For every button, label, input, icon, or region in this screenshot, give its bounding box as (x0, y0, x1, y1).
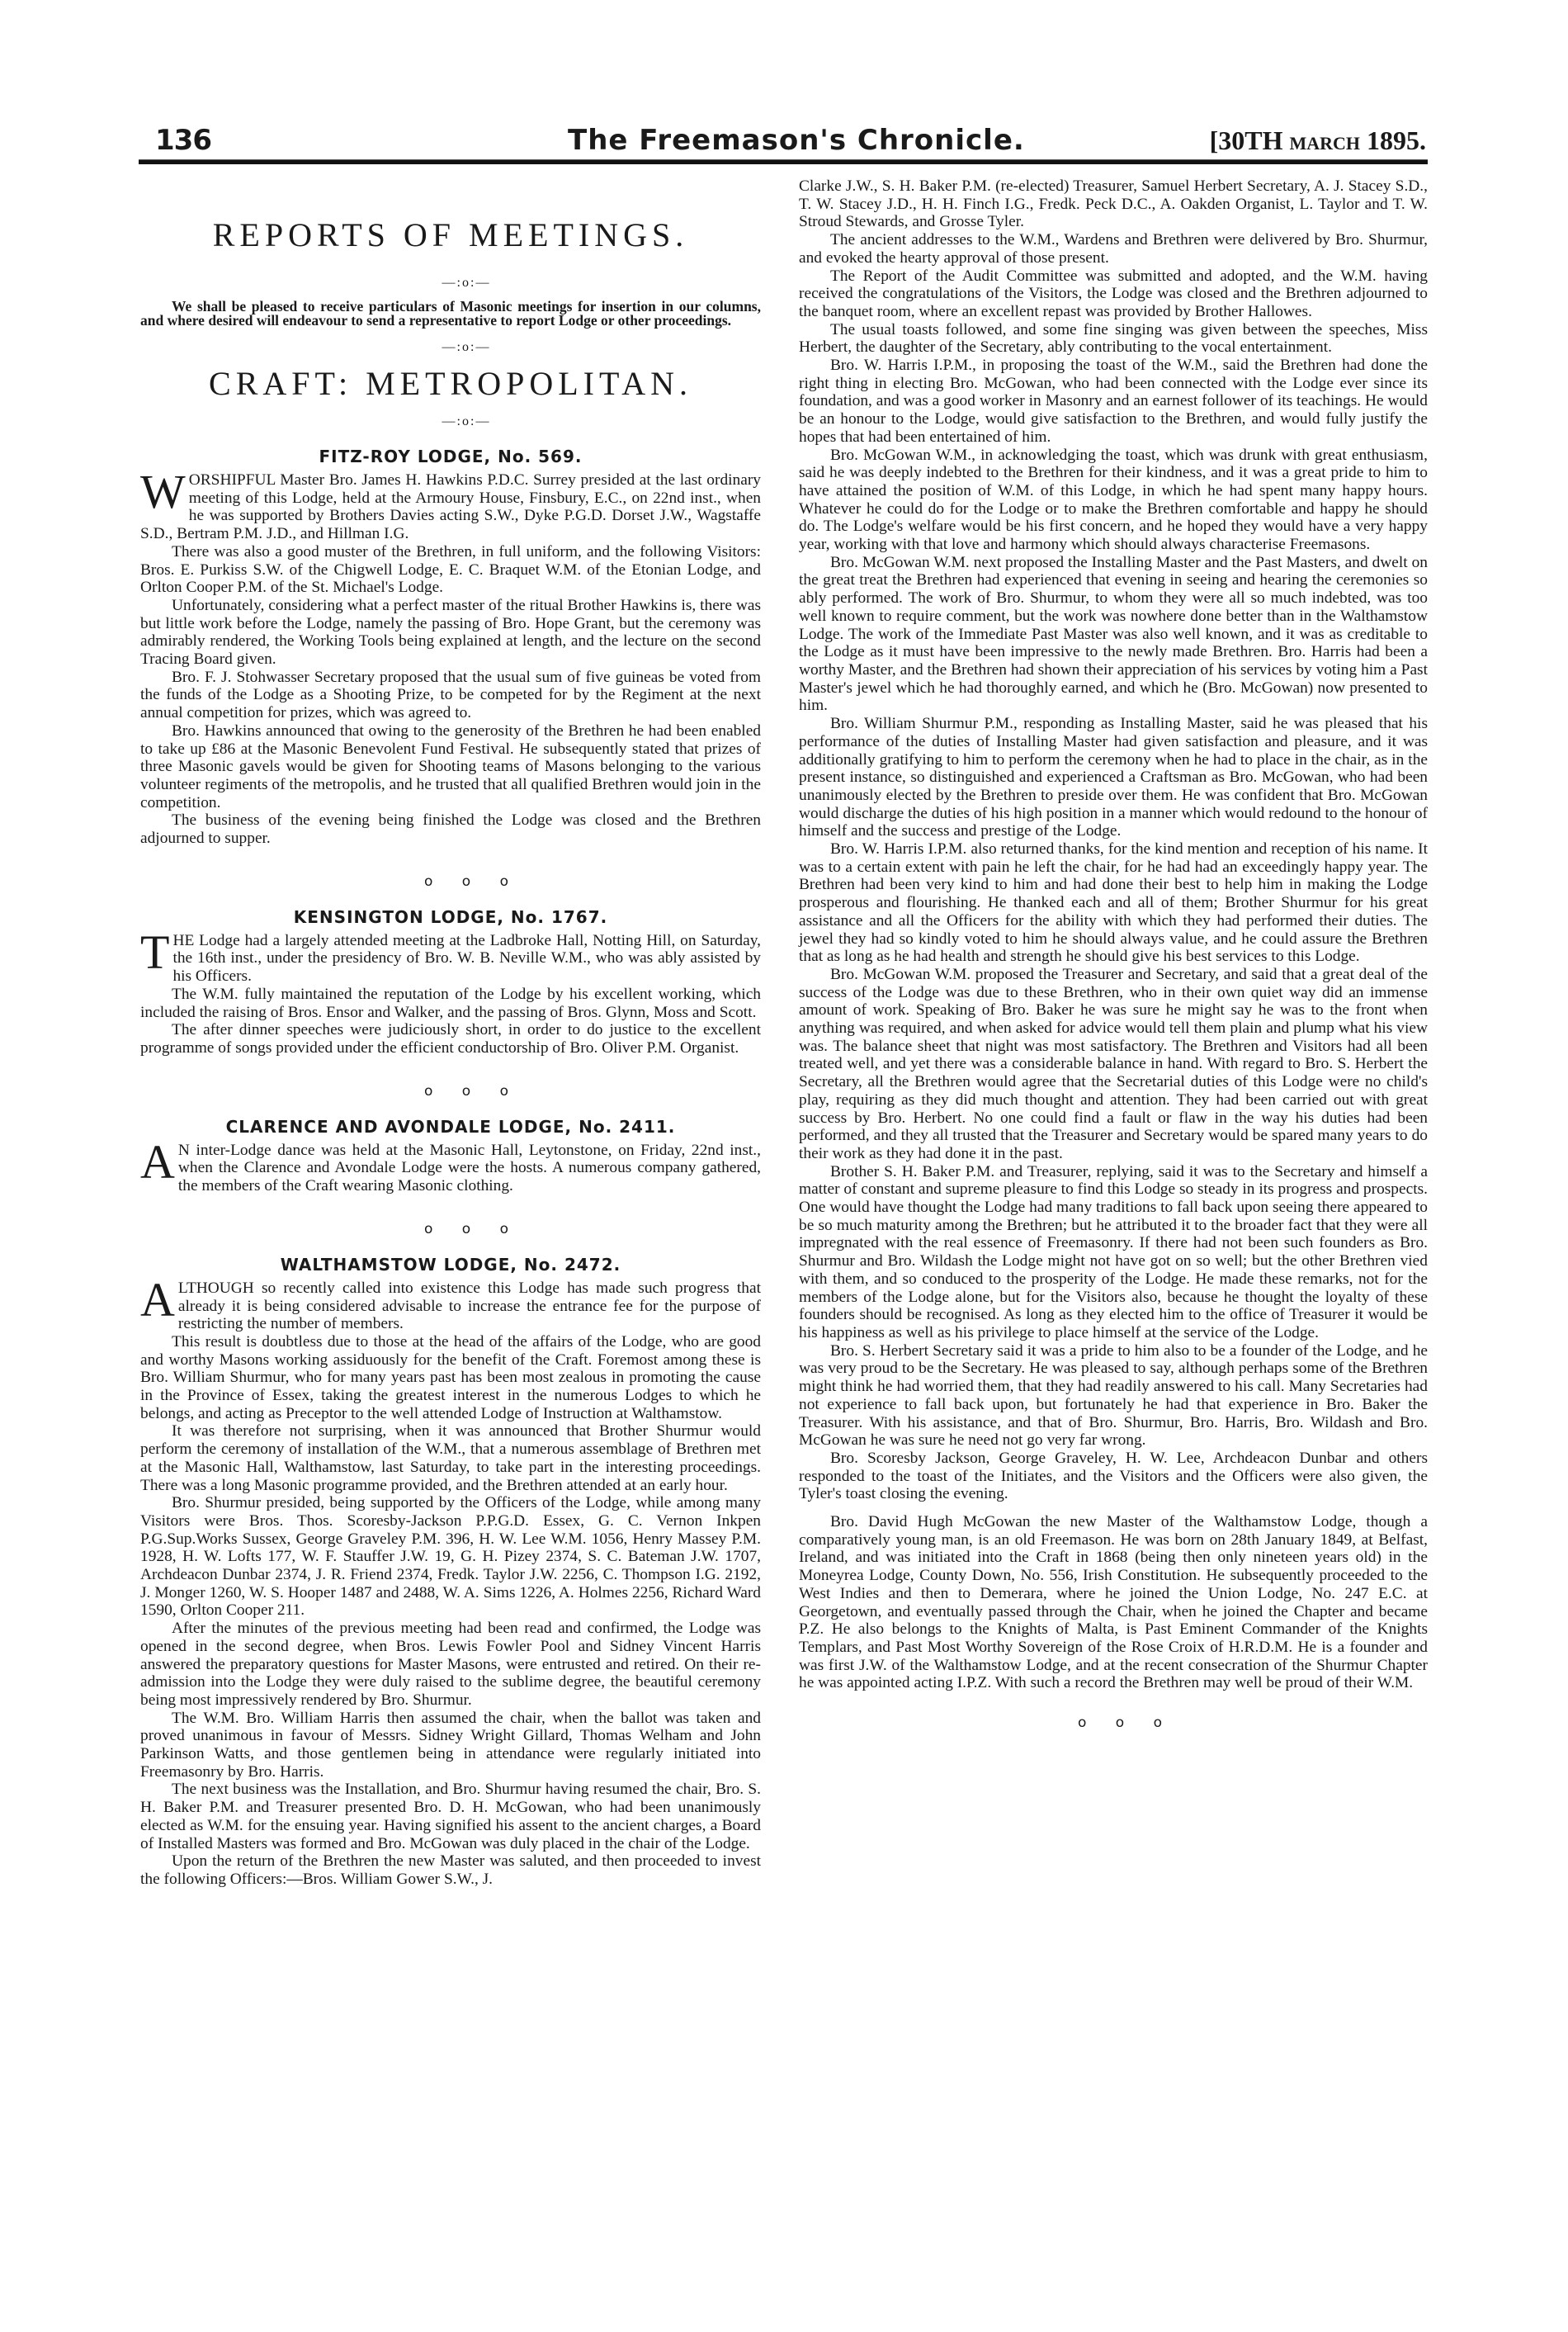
article-paragraph: Upon the return of the Brethren the new Master was saluted, and then proceeded to invest the following Officers:—Bros. William Gower S.W., J. (140, 1852, 761, 1888)
article-paragraph: Bro. Shurmur presided, being supported by the Officers of the Lodge, while among many Visitors were Bros. Thos. Scoresby-Jackson P.P.G.D. Essex, G. C. Vernon Inkpen P.G.Sup.Works Sussex, George Graveley P.M. 396, H. W. Lee W.M. 1056, Henry Massey P.M. 1928, H. W. Lofts 177, W. F. Stauffer J.W. 19, G. H. Pizey 2374, S. C. Bateman J.W. 1707, Archdeacon Dunbar 2374, J. R. Friend 2374, Fredk. Taylor J.W. 2256, C. Thompson I.G. 2192, J. Monger 1260, W. S. Hooper 1487 and 2488, W. A. Sims 1226, A. Holmes 2256, Richard Ward 1590, Orlton Cooper 211. (140, 1494, 761, 1620)
article-paragraph: The W.M. fully maintained the reputation of the Lodge by his excellent working, which included the raising of Bros. Ensor and Walker, and the passing of Bros. Glynn, Moss and Scott. (140, 985, 761, 1021)
article-paragraph: This result is doubtless due to those at the head of the affairs of the Lodge, who are good and worthy Masons working assiduously for the benefit of the Craft. Foremost among these is Bro. William Shurmur, who for many years past has been most zealous in promoting the cause in the Province of Essex, taking the greatest interest in the numerous Lodges to which he belongs, and acting as Preceptor to the well attended Lodge of Instruction at Walthamstow. (140, 1332, 761, 1422)
article-walthamstow-lodge-continued (799, 177, 1428, 1692)
editorial-notice: We shall be pleased to receive particulars of Masonic meetings for insertion in our columns, and where desired will endeavour to send a representative to report Lodge or other proceedings. (140, 298, 761, 329)
article-paragraph: A N inter-Lodge dance was held at the Masonic Hall, Leytonstone, on Friday, 22nd inst., when the Clarence and Avondale Lodge were the hosts. A numerous company gathered, the members of the Craft wearing Masonic clothing. (140, 1134, 761, 1195)
article-walthamstow-lodge (140, 1255, 761, 1889)
article-paragraph: WORSHIPFUL Master Bro. James H. Hawkins P.D.C. Surrey presided at the last ordinary meeting of this Lodge, held at the Armoury House, Finsbury, E.C., on 22nd inst., when he was supported by Brothers Davies acting S.W., Dyke P.G.D. Dorset J.W., Wagstaffe S.D., Bertram P.M. J.D., and Hillman I.G. (140, 465, 761, 543)
article-paragraph: The W.M. Bro. William Harris then assumed the chair, when the ballot was taken and proved unanimous in favour of Messrs. Sidney Wright Gillard, Thomas Welham and John Parkinson Watts, and those gentlemen being in attendance were regularly initiated into Freemasonry by Bro. Harris. (140, 1709, 761, 1781)
drop-cap: W (140, 465, 186, 518)
article-paragraph: The after dinner speeches were judiciously short, in order to do justice to the excellent programme of songs provided under the efficient conductorship of Bro. Oliver P.M. Organist. (140, 1021, 761, 1057)
article-paragraph: It was therefore not surprising, when it was announced that Brother Shurmur would perform the ceremony of installation of the W.M., that a numerous assemblage of Brethren met at the Masonic Hall, Walthamstow, last Saturday, to take part in the interesting proceedings. There was a long Masonic programme provided, and the Brethren attended at an early hour. (140, 1422, 761, 1494)
article-heading: CLARENCE AND AVONDALE LODGE, No. 2411. (225, 1116, 676, 1137)
article-paragraph: Bro. Scoresby Jackson, George Graveley, H. W. Lee, Archdeacon Dunbar and others responded to the toast of the Initiates, and the Visitors and the Officers were also given, the Tyler's toast closing the evening. (799, 1449, 1428, 1503)
article-paragraph-biography: Bro. David Hugh McGowan the new Master of the Walthamstow Lodge, though a comparatively young man, is an old Freemason. He was born on 28th January 1849, at Belfast, Ireland, and was initiated into the Craft in 1868 (being then only nineteen years old) in the Moneyrea Lodge, County Down, No. 556, Irish Constitution. He subsequently proceeded to the West Indies and then to Demerara, where he joined the Union Lodge, No. 247 E.C. at Georgetown, and eventually passed through the Chair, when he joined the Chapter and became P.Z. He also belongs to the Knights of Malta, is Past Eminent Commander of the Knights Templars, and Past Most Worthy Sovereign of the Rose Croix of H.R.D.M. He is a founder and was first J.W. of the Walthamstow Lodge, and at the recent consecration of the Shurmur Chapter he was appointed acting I.P.Z. With such a record the Brethren may well be proud of their W.M. (799, 1513, 1428, 1692)
article-paragraph: Bro. McGowan W.M., in acknowledging the toast, which was drunk with great enthusiasm, said he was deeply indebted to the Brethren for their kindness, and it was a great pride to him to have attained the position of W.M. of this Lodge, in which he had spent many happy hours. Whatever he could do for the Lodge or to make the Brethren comfortable and happy he should do. The Lodge's welfare would be his first concern, and he hoped they would have a very happy year, working with that love and harmony which should always characterise Freemasons. (799, 446, 1428, 554)
article-paragraph: The Report of the Audit Committee was submitted and adopted, and the W.M. having received the congratulations of the Visitors, the Lodge was closed and the Brethren adjourned to the banquet room, where an excellent repast was provided by Brother Hallowes. (799, 267, 1428, 320)
masthead-rule (139, 159, 1428, 164)
left-column (140, 177, 761, 1889)
article-paragraph: ALTHOUGH so recently called into existence this Lodge has made such progress that already it is being considered advisable to increase the entrance fee for the purpose of restricting the number of members. (140, 1272, 761, 1333)
article-paragraph: Clarke J.W., S. H. Baker P.M. (re-elected) Treasurer, Samuel Herbert Secretary, A. J. Stacey S.D., T. W. Stacey J.D., H. H. Finch I.G., Fredk. Peck D.C., A. Oakden Organist, L. Taylor and T. W. Stroud Stewards, and Grosse Tyler. (799, 177, 1428, 231)
separator: —:o:— (442, 340, 491, 354)
article-clarence-avondale-lodge (140, 1117, 761, 1195)
section-divider-dots: o o o (423, 873, 508, 890)
article-heading: WALTHAMSTOW LODGE, No. 2472. (280, 1254, 621, 1275)
section-divider-dots: o o o (1078, 1715, 1163, 1732)
article-fitz-roy-lodge (140, 447, 761, 848)
article-paragraph: Bro. W. Harris I.P.M., in proposing the toast of the W.M., said the Brethren had done the right thing in electing Bro. McGowan, who had been connected with the Lodge ever since its foundation, and was a good worker in Masonry and an earnest follower of its teachings. He would be an honour to the Lodge, would give satisfaction to the Brethren, and would fully justify the hopes that had been entertained of him. (799, 357, 1428, 446)
article-paragraph: THE Lodge had a largely attended meeting at the Ladbroke Hall, Notting Hill, on Saturday, the 16th inst., under the presidency of Bro. W. B. Neville W.M., who was ably assisted by his Officers. (140, 925, 761, 986)
masthead (139, 124, 1426, 163)
article-paragraph: After the minutes of the previous meeting had been read and confirmed, the Lodge was opened in the second degree, when Bros. Lewis Fowler Pool and Sidney Vincent Harris answered the preparatory questions for Master Masons, were entrusted and retired. On their re-admission into the Lodge they were duly raised to the sublime degree, the beautiful ceremony being most impressively rendered by Bro. Shurmur. (140, 1620, 761, 1709)
section-divider-dots: o o o (423, 1082, 508, 1100)
article-paragraph: Bro. William Shurmur P.M., responding as Installing Master, said he was pleased that his performance of the duties of Installing Master had given satisfaction and pleasure, and it was additionally gratifying to him to perform the ceremony when he had to place in the chair, as in the present instance, so distinguished and experienced a Craftsman as Bro. McGowan, who had been unanimously elected by the Brethren to preside over them. He was confident that Bro. McGowan would discharge the duties of his high position in a manner which would redound to the honour of himself and the success and prestige of the Lodge. (799, 715, 1428, 840)
article-kensington-lodge (140, 907, 761, 1057)
article-paragraph: The ancient addresses to the W.M., Wardens and Brethren were delivered by Bro. Shurmur, and evoked the hearty approval of those present. (799, 231, 1428, 267)
article-paragraph: Bro. Hawkins announced that owing to the generosity of the Brethren he had been enabled to take up £86 at the Masonic Benevolent Fund Festival. He subsequently stated that prizes of three Masonic gavels would be given for Shooting teams of Masons belonging to the various volunteer regiments of the metropolis, and he trusted that all qualified Brethren would join in the competition. (140, 721, 761, 811)
article-paragraph: Unfortunately, considering what a perfect master of the ritual Brother Hawkins is, there was but little work before the Lodge, namely the passing of Bro. Hope Grant, but the ceremony was admirably rendered, the Working Tools being explained at length, and the lecture on the second Tracing Board given. (140, 596, 761, 669)
issue-date: [30TH MARCH 1895. (1209, 125, 1426, 155)
article-heading: FITZ-ROY LODGE, No. 569. (319, 447, 583, 466)
date-day: 30TH (1218, 125, 1283, 155)
article-paragraph: The business of the evening being finished the Lodge was closed and the Brethren adjourned to supper. (140, 811, 761, 848)
article-paragraph: The usual toasts followed, and some fine singing was given between the speeches, Miss Herbert, the daughter of the Secretary, ably contributing to the vocal entertainment. (799, 320, 1428, 357)
article-paragraph: Bro. McGowan W.M. proposed the Treasurer and Secretary, and said that a great deal of the success of the Lodge was due to these Brethren, who in their own quiet way did an immense amount of work. Speaking of Bro. Baker he was sure he might say he was to the front when anything was required, and when asked for advice would tell them plain and plump what his view was. The balance sheet that night was most satisfactory. The Brethren and Visitors had all been treated well, and yet there was a considerable balance in hand. With regard to Bro. S. Herbert the Secretary, all the Brethren would agree that the Secretarial duties of this Lodge were no child's play, requiring as they did much thought and attention. They had been carried out with great success by Bro. Herbert. No one could find a fault or flaw in the way his duties had been performed, and they all trusted that the Treasurer and Secretary would be spared many years to do their work as they had done it in the past. (799, 965, 1428, 1162)
separator: —:o:— (442, 414, 491, 428)
drop-cap: A (140, 1134, 175, 1189)
article-paragraph: Bro. S. Herbert Secretary said it was a pride to him also to be a founder of the Lodge, and he was very proud to be the Secretary. He was pleased to say, although perhaps some of the Brethren might think he had worried them, that they had readily answered to his call. Many Secretaries had not experience to fall back upon, but fortunately he had that experience in Bro. Baker the Treasurer. With his assistance, and that of Bro. Shurmur, Bro. Harris, Bro. Wildash and Bro. McGowan he was sure he need not go very far wrong. (799, 1341, 1428, 1450)
publication-title: The Freemason's Chronicle. (568, 124, 1025, 157)
article-paragraph: Brother S. H. Baker P.M. and Treasurer, replying, said it was to the Secretary and himself a matter of constant and supreme pleasure to find this Lodge so steady in its progress and prospects. One would have thought the Lodge had many traditions to fall back upon seeing there appeared to be so much maturity among the Brethren; but he attributed it to the broader fact that they were all impregnated with the real essence of Freemasonry. If there had not been such founders as Bro. Shurmur and Bro. Wildash the Lodge might not have got on so well; but the other Brethren vied with them, and so conduced to the prosperity of the Lodge. He made these remarks, not for the members of the Lodge alone, but for the Visitors also, because he thought the loyalty of these founders should be recognised. As long as they elected him to the office of Treasurer it would be his happiness as well as his privilege to place himself at the service of the Lodge. (799, 1162, 1428, 1341)
section-subheading: CRAFT: METROPOLITAN. (209, 365, 692, 402)
section-divider-dots: o o o (423, 1220, 508, 1237)
page-number: 136 (155, 124, 211, 157)
separator: —:o:— (442, 276, 491, 290)
article-paragraph: Bro. F. J. Stohwasser Secretary proposed that the usual sum of five guineas be voted from the funds of the Lodge as a Shooting Prize, to be competed for by the Regiment at the next annual competition for prizes, which was agreed to. (140, 668, 761, 722)
article-paragraph: Bro. McGowan W.M. next proposed the Installing Master and the Past Masters, and dwelt on the great treat the Brethren had experienced that evening in seeing and hearing the ceremonies so ably performed. The work of Bro. Shurmur, to whom they were all so much indebted, was too well known to require comment, but the work was nowhere done better than in the Walthamstow Lodge. The work of the Immediate Past Master was also well known, and it was as creditable to the Lodge as it must have been impressive to the newly made Brethren. Bro. Harris had been a worthy Master, and the Brethren had shown their appreciation of his services by voting him a Past Master's jewel which he had thoroughly earned, and which he (Bro. McGowan) now presented to him. (799, 553, 1428, 715)
article-paragraph: Bro. W. Harris I.P.M. also returned thanks, for the kind mention and reception of his name. It was to a certain extent with pain he left the chair, for he had had an exceedingly happy year. The Brethren had been very kind to him and had done their best to help him in making the Lodge prosperous and flourishing. He thanked each and all of them; Brother Shurmur for his great assistance and all the Officers for the ability with which they had performed their duties. The jewel they had so kindly voted to him he should always value, and he could assure the Brethren that as long as he had health and strength he should give his best services to this Lodge. (799, 840, 1428, 966)
date-month: MARCH (1289, 133, 1360, 154)
section-heading: REPORTS OF MEETINGS. (212, 216, 689, 253)
article-heading: KENSINGTON LODGE, No. 1767. (293, 906, 608, 927)
date-year: 1895. (1367, 125, 1426, 155)
article-paragraph: The next business was the Installation, and Bro. Shurmur having resumed the chair, Bro. S. H. Baker P.M. and Treasurer presented Bro. D. H. McGowan, who had been unanimously elected as W.M. for the ensuing year. Having signified his assent to the ancient charges, a Board of Installed Masters was formed and Bro. McGowan was duly placed in the chair of the Lodge. (140, 1781, 761, 1852)
drop-cap: A (140, 1272, 175, 1327)
right-column (799, 177, 1428, 1732)
drop-cap: T (140, 925, 170, 979)
article-paragraph: There was also a good muster of the Brethren, in full uniform, and the following Visitors: Bros. E. Purkiss S.W. of the Chigwell Lodge, E. C. Braquet W.M. of the Etonian Lodge, and Orlton Cooper P.M. of the St. Michael's Lodge. (140, 542, 761, 597)
